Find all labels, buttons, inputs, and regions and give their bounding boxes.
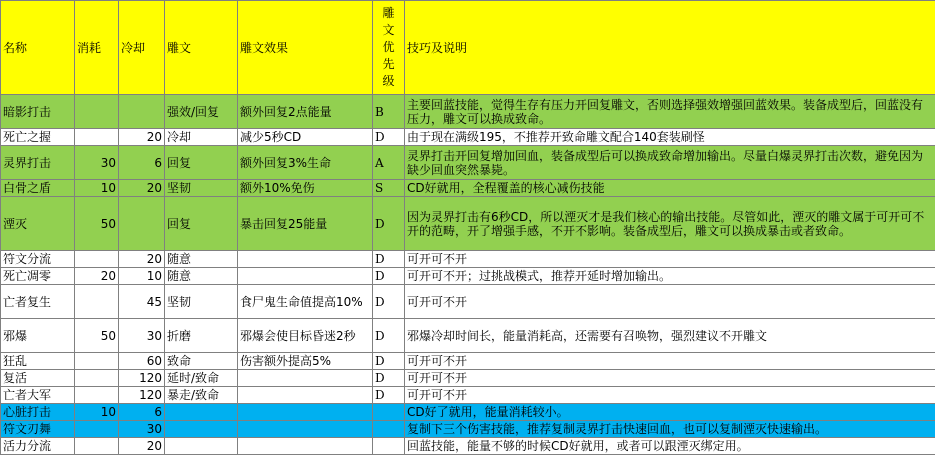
cell-name[interactable]: 活力分流 [1, 438, 75, 455]
cell-glyph-effect[interactable] [238, 438, 373, 455]
cell-cooldown[interactable]: 20 [119, 438, 165, 455]
cell-cooldown[interactable]: 20 [119, 251, 165, 268]
header-name[interactable]: 名称 [1, 1, 75, 95]
cell-cooldown[interactable]: 6 [119, 146, 165, 180]
cell-glyph-effect[interactable] [238, 251, 373, 268]
cell-glyph-effect[interactable]: 食尸鬼生命值提高10% [238, 285, 373, 319]
cell-glyph-effect[interactable] [238, 268, 373, 285]
table-row [1, 353, 935, 370]
cell-name[interactable]: 符文分流 [1, 251, 75, 268]
cell-cost[interactable] [75, 370, 119, 387]
cell-name[interactable]: 邪爆 [1, 319, 75, 353]
cell-cooldown[interactable]: 20 [119, 129, 165, 146]
cell-priority[interactable]: S [373, 180, 405, 197]
header-cost[interactable]: 消耗 [75, 1, 119, 95]
cell-tips[interactable]: 邪爆冷却时间长，能量消耗高，还需要有召唤物，强烈建议不开雕文 [405, 319, 935, 353]
cell-name[interactable]: 狂乱 [1, 353, 75, 370]
table-row [1, 370, 935, 387]
cell-name[interactable]: 亡者复生 [1, 285, 75, 319]
header-glyph-priority[interactable] [373, 1, 405, 95]
cell-glyph-effect[interactable] [238, 421, 373, 438]
header-priority-char: 优 [382, 40, 395, 54]
cell-tips[interactable]: 回蓝技能，能量不够的时候CD好就用，或者可以跟湮灭绑定用。 [405, 438, 935, 455]
cell-glyph[interactable] [165, 421, 238, 438]
cell-glyph[interactable]: 坚韧 [165, 285, 238, 319]
cell-priority[interactable]: D [373, 251, 405, 268]
cell-glyph-effect[interactable]: 伤害额外提高5% [238, 353, 373, 370]
cell-cooldown[interactable]: 30 [119, 421, 165, 438]
cell-glyph[interactable]: 回复 [165, 197, 238, 251]
cell-glyph-effect[interactable] [238, 387, 373, 404]
cell-cost[interactable] [75, 387, 119, 404]
cell-priority[interactable]: B [373, 95, 405, 129]
cell-cost[interactable] [75, 438, 119, 455]
cell-priority[interactable] [373, 421, 405, 438]
cell-priority[interactable]: D [373, 387, 405, 404]
cell-cost[interactable]: 30 [75, 146, 119, 180]
cell-name[interactable]: 暗影打击 [1, 95, 75, 129]
cell-tips[interactable]: 可开可不开 [405, 387, 935, 404]
cell-glyph[interactable]: 随意 [165, 251, 238, 268]
cell-cost[interactable]: 10 [75, 180, 119, 197]
cell-name[interactable]: 心脏打击 [1, 404, 75, 421]
cell-cooldown[interactable] [119, 197, 165, 251]
table-row [1, 180, 935, 197]
cell-tips[interactable]: 主要回蓝技能，觉得生存有压力开回复雕文，否则选择强效增强回蓝效果。装备成型后，回蓝没有压力，雕文可以换成致命。 [405, 95, 935, 129]
cell-tips[interactable]: 可开可不开 [405, 370, 935, 387]
cell-cooldown[interactable]: 30 [119, 319, 165, 353]
table-row [1, 268, 935, 285]
cell-tips[interactable]: 复制下三个伤害技能，推荐复制灵界打击快速回血，也可以复制湮灭快速输出。 [405, 421, 935, 438]
header-row [1, 1, 935, 95]
header-priority-char: 文 [382, 23, 395, 37]
cell-cooldown[interactable]: 10 [119, 268, 165, 285]
header-glyph-effect[interactable]: 雕文效果 [238, 1, 373, 95]
cell-cost[interactable] [75, 129, 119, 146]
cell-cost[interactable]: 10 [75, 404, 119, 421]
header-glyph[interactable]: 雕文 [165, 1, 238, 95]
cell-priority[interactable]: D [373, 129, 405, 146]
cell-cost[interactable]: 20 [75, 268, 119, 285]
cell-cost[interactable]: 50 [75, 319, 119, 353]
cell-glyph[interactable]: 随意 [165, 268, 238, 285]
cell-glyph[interactable]: 折磨 [165, 319, 238, 353]
header-tips[interactable]: 技巧及说明 [405, 1, 935, 95]
table-row [1, 404, 935, 421]
cell-glyph-effect[interactable] [238, 370, 373, 387]
cell-glyph[interactable]: 致命 [165, 353, 238, 370]
cell-cost[interactable] [75, 353, 119, 370]
cell-glyph-effect[interactable]: 减少5秒CD [238, 129, 373, 146]
cell-priority[interactable]: D [373, 197, 405, 251]
cell-glyph[interactable]: 回复 [165, 146, 238, 180]
cell-glyph-effect[interactable] [238, 404, 373, 421]
cell-name[interactable]: 死亡凋零 [1, 268, 75, 285]
table-row [1, 129, 935, 146]
cell-priority[interactable]: A [373, 146, 405, 180]
cell-glyph[interactable]: 强效/回复 [165, 95, 238, 129]
cell-name[interactable]: 复活 [1, 370, 75, 387]
cell-glyph[interactable] [165, 438, 238, 455]
table-row [1, 197, 935, 251]
cell-cooldown[interactable]: 120 [119, 387, 165, 404]
cell-glyph[interactable] [165, 404, 238, 421]
cell-tips[interactable]: 可开可不开 [405, 251, 935, 268]
cell-cooldown[interactable]: 60 [119, 353, 165, 370]
cell-cooldown[interactable]: 6 [119, 404, 165, 421]
cell-name[interactable]: 亡者大军 [1, 387, 75, 404]
cell-glyph-effect[interactable]: 邪爆会使目标昏迷2秒 [238, 319, 373, 353]
cell-glyph-effect[interactable]: 额外回复3%生命 [238, 146, 373, 180]
cell-name[interactable]: 符文刃舞 [1, 421, 75, 438]
cell-priority[interactable]: D [373, 370, 405, 387]
cell-cooldown[interactable]: 120 [119, 370, 165, 387]
cell-priority[interactable]: D [373, 285, 405, 319]
cell-priority[interactable]: D [373, 319, 405, 353]
cell-cost[interactable] [75, 421, 119, 438]
cell-priority[interactable] [373, 438, 405, 455]
cell-name[interactable]: 湮灭 [1, 197, 75, 251]
cell-cooldown[interactable] [119, 95, 165, 129]
header-priority-char: 级 [382, 74, 395, 88]
cell-tips[interactable]: 灵界打击开回复增加回血，装备成型后可以换成致命增加输出。尽量白爆灵界打击次数，避免因为缺少回血突然暴毙。 [405, 146, 935, 180]
cell-priority[interactable]: D [373, 353, 405, 370]
cell-tips[interactable]: 由于现在满级195，不推荐开致命雕文配合140套装刷怪 [405, 129, 935, 146]
cell-name[interactable]: 灵界打击 [1, 146, 75, 180]
table-row [1, 421, 935, 438]
cell-cost[interactable] [75, 251, 119, 268]
table-row [1, 146, 935, 180]
cell-tips[interactable]: 可开可不开 [405, 353, 935, 370]
table-row [1, 251, 935, 268]
cell-cost[interactable] [75, 95, 119, 129]
header-priority-char: 雕 [382, 6, 395, 20]
cell-tips[interactable]: 可开可不开 [405, 285, 935, 319]
cell-cooldown[interactable]: 20 [119, 180, 165, 197]
cell-cost[interactable] [75, 285, 119, 319]
cell-glyph-effect[interactable]: 额外10%免伤 [238, 180, 373, 197]
cell-glyph-effect[interactable]: 额外回复2点能量 [238, 95, 373, 129]
cell-tips[interactable]: CD好了就用，能量消耗较小。 [405, 404, 935, 421]
cell-tips[interactable]: 可开可不开；过挑战模式，推荐开延时增加输出。 [405, 268, 935, 285]
cell-glyph[interactable]: 暴走/致命 [165, 387, 238, 404]
cell-glyph[interactable]: 坚韧 [165, 180, 238, 197]
header-cooldown[interactable]: 冷却 [119, 1, 165, 95]
cell-priority[interactable] [373, 404, 405, 421]
table-row [1, 387, 935, 404]
table-row [1, 438, 935, 455]
header-priority-char: 先 [382, 57, 395, 71]
table-row [1, 285, 935, 319]
cell-cooldown[interactable]: 45 [119, 285, 165, 319]
cell-tips[interactable]: 因为灵界打击有6秒CD，所以湮灭才是我们核心的输出技能。尽管如此，湮灭的雕文属于可开可不开的范畴，开了增强手感，不开不影响。装备成型后，雕文可以换成暴击或者致命。 [405, 197, 935, 251]
cell-glyph-effect[interactable]: 暴击回复25能量 [238, 197, 373, 251]
cell-cost[interactable]: 50 [75, 197, 119, 251]
cell-name[interactable]: 白骨之盾 [1, 180, 75, 197]
cell-name[interactable]: 死亡之握 [1, 129, 75, 146]
table-row [1, 95, 935, 129]
cell-glyph[interactable]: 冷却 [165, 129, 238, 146]
cell-priority[interactable]: D [373, 268, 405, 285]
table-row [1, 319, 935, 353]
cell-glyph[interactable]: 延时/致命 [165, 370, 238, 387]
cell-tips[interactable]: CD好就用，全程覆盖的核心减伤技能 [405, 180, 935, 197]
